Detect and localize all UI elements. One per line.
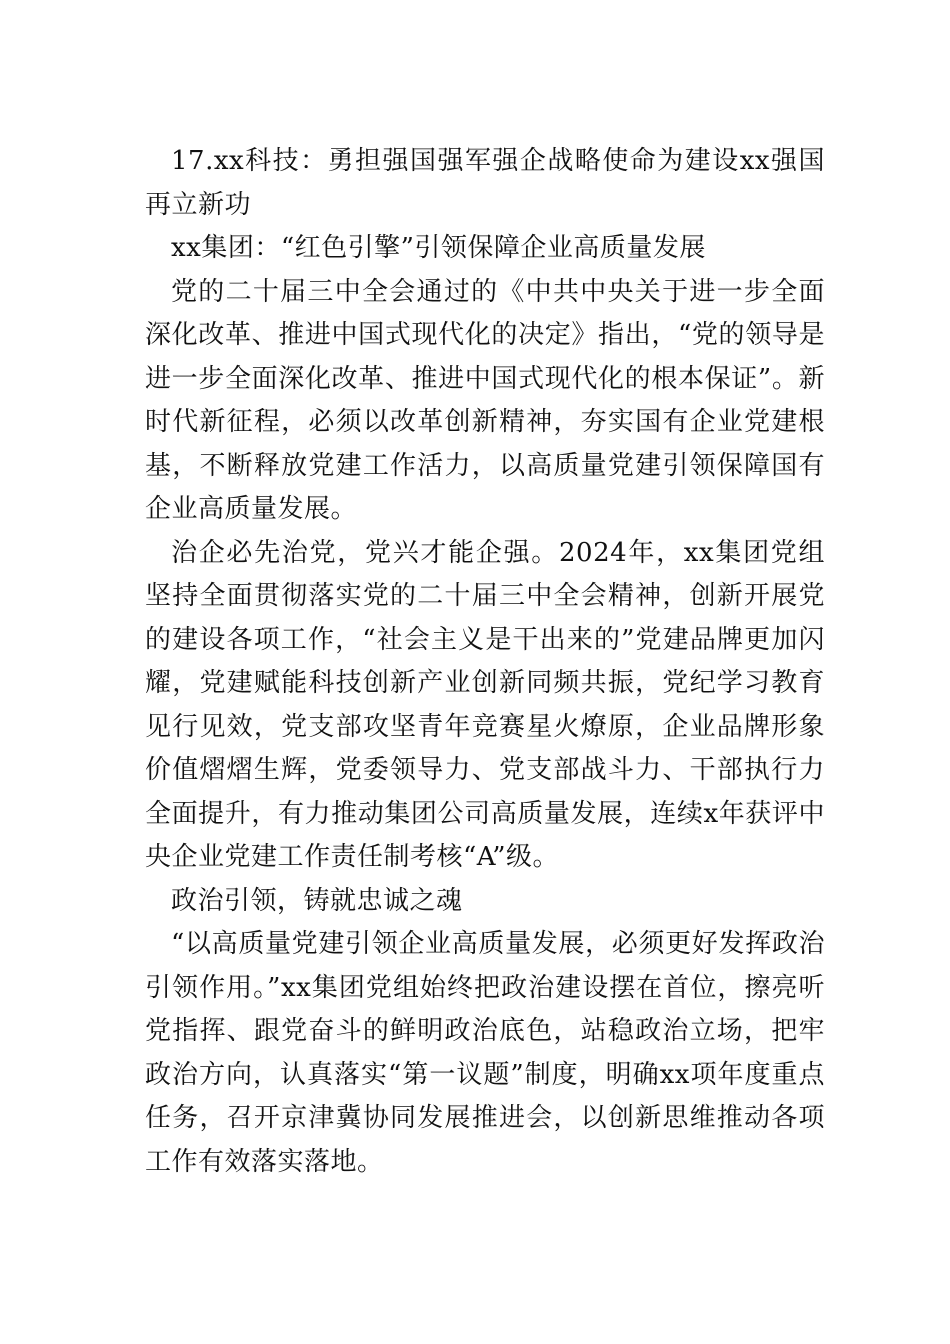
section-heading: 政治引领，铸就忠诚之魂 [171, 885, 463, 916]
document-body [145, 140, 825, 1184]
body-paragraph: “以高质量党建引领企业高质量发展，必须更好发挥政治引领作用。”xx集团党组始终把政治建设摆在首位，擦亮听党指挥、跟党奋斗的鲜明政治底色，站稳政治立场，把牢政治方向，认真落实“第一议题”制度，明确xx项年度重点任务，召开京津冀协同发展推进会，以创新思维推动各项工作有效落实落地。 [145, 929, 825, 1177]
body-paragraph: 治企必先治党，党兴才能企强。2024年，xx集团党组坚持全面贯彻落实党的二十届三中全会精神，创新开展党的建设各项工作，“社会主义是干出来的”党建品牌更加闪耀，党建赋能科技创新产业创新同频共振，党纪学习教育见行见效，党支部攻坚青年竞赛星火燎原，企业品牌形象价值熠熠生辉，党委领导力、党支部战斗力、干部执行力全面提升，有力推动集团公司高质量发展，连续x年获评中央企业党建工作责任制考核“A”级。 [145, 537, 825, 872]
body-paragraph: 党的二十届三中全会通过的《中共中央关于进一步全面深化改革、推进中国式现代化的决定》指出，“党的领导是进一步全面深化改革、推进中国式现代化的根本保证”。新时代新征程，必须以改革创新精神，夯实国有企业党建根基，不断释放党建工作活力，以高质量党建引领保障国有企业高质量发展。 [145, 276, 825, 524]
document-title: 17.xx科技：勇担强国强军强企战略使命为建设xx强国再立新功 [145, 146, 825, 220]
document-subtitle: xx集团：“红色引擎”引领保障企业高质量发展 [171, 233, 706, 263]
